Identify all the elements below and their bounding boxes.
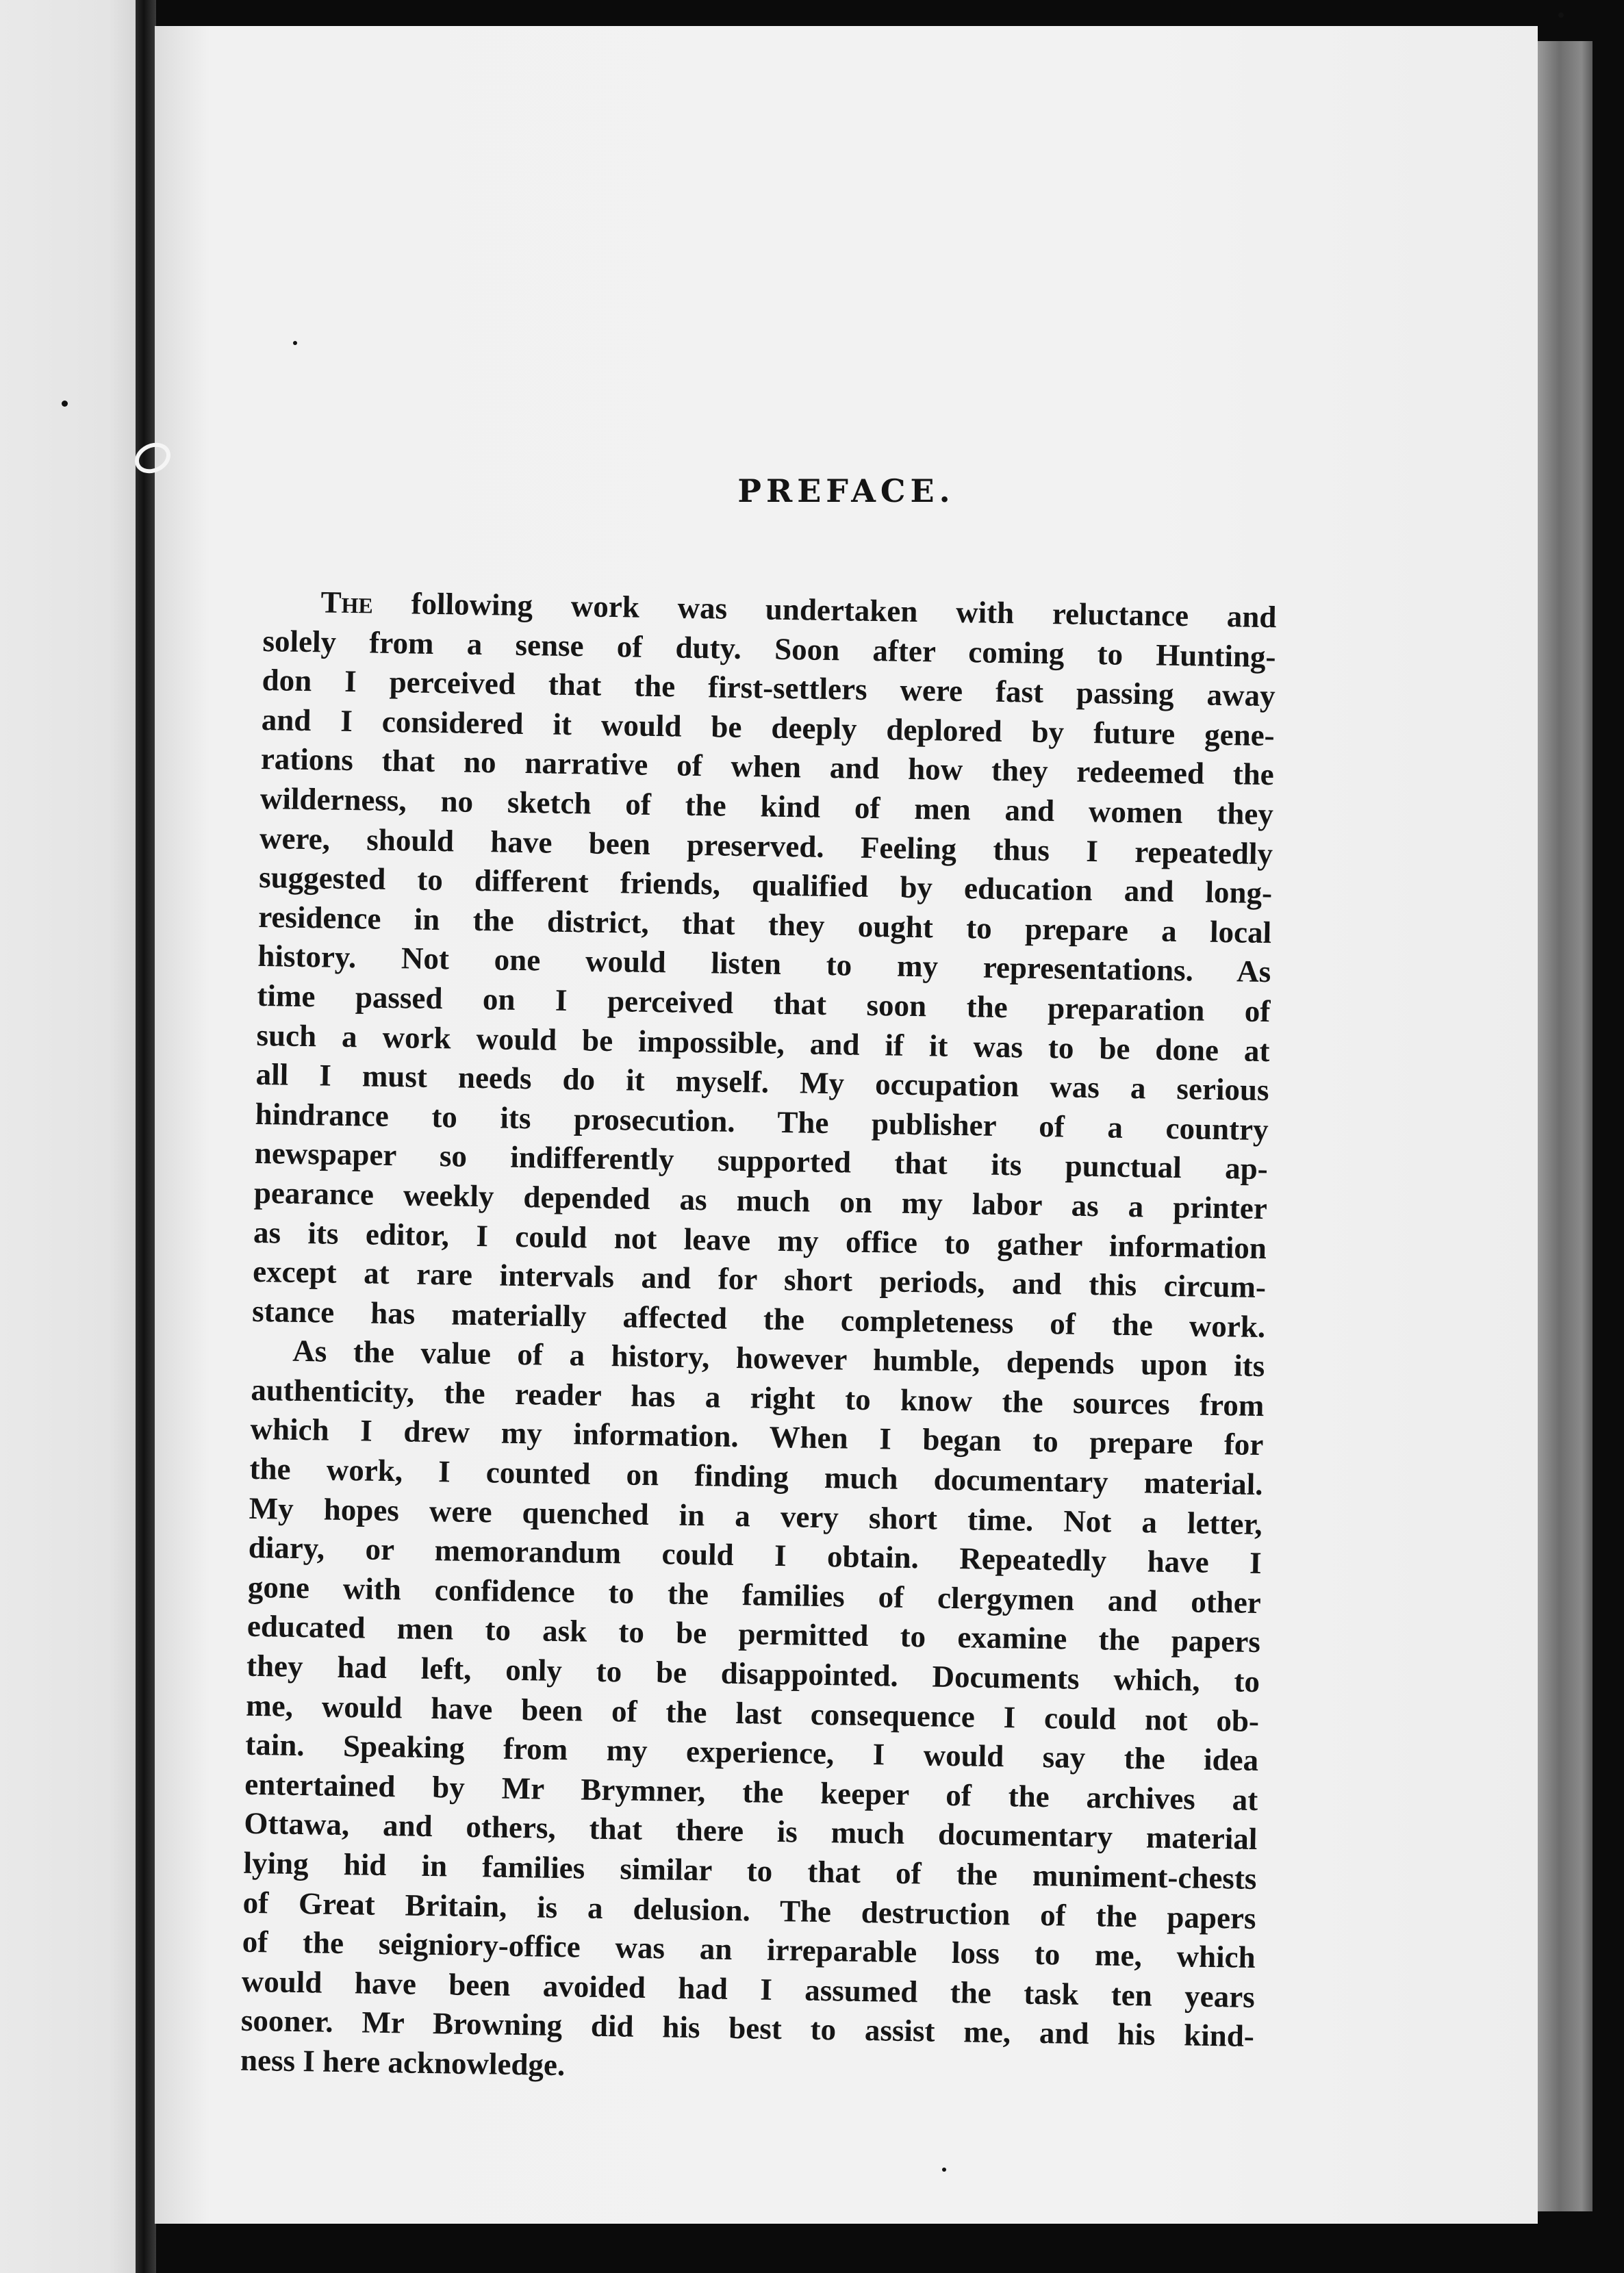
text-line: authenticity, the reader has a right to know the sources from [251, 1372, 1265, 1423]
scan-speck [942, 2168, 946, 2172]
text-line: were, should have been preserved. Feeling thus I repeatedly [259, 820, 1273, 871]
text-line: tain. Speaking from my experience, I would say the idea [244, 1727, 1259, 1778]
book-gutter [136, 0, 156, 2273]
text-line: stance has materially affected the completeness of the work. [251, 1293, 1266, 1344]
text-line: and I considered it would be deeply deplored by future gene- [261, 702, 1276, 753]
page-heading: PREFACE. [737, 472, 955, 509]
text-line: history. Not one would listen to my representations. As [257, 939, 1271, 989]
scan-speck [62, 401, 68, 407]
text-line: sooner. Mr Browning did his best to assist me, and his kind- [240, 2003, 1255, 2054]
preface-body [240, 582, 1277, 2096]
text-line: of the seigniory-office was an irreparable loss to me, which [242, 1924, 1256, 1975]
text-line: which I drew my information. When I began to prepare for [250, 1412, 1264, 1462]
text-line: pearance weekly depended as much on my labor as a printer [253, 1175, 1268, 1226]
text-line: time passed on I perceived that soon the preparation of [257, 978, 1271, 1029]
text-line: The following work was undertaken with reluctance and [320, 585, 1277, 635]
text-line: rations that no narrative of when and how they redeemed the [260, 741, 1275, 792]
text-line: me, would have been of the last consequence I could not ob- [245, 1688, 1260, 1738]
text-line: they had left, only to be disappointed. Documents which, to [246, 1648, 1260, 1699]
text-line: all I must needs do it myself. My occupation was a serious [255, 1057, 1269, 1108]
text-line: suggested to different friends, qualified by education and long- [258, 860, 1273, 911]
text-line: As the value of a history, however humble, depends upon its [292, 1334, 1265, 1384]
text-line: entertained by Mr Brymner, the keeper of the archives at [244, 1766, 1258, 1817]
text-line: lying hid in families similar to that of the muniment-chests [243, 1845, 1257, 1896]
scan-border-right [1593, 0, 1624, 2273]
text-line: don I perceived that the first-settlers were fast passing away [262, 663, 1276, 713]
text-line: gone with confidence to the families of clergymen and other [247, 1569, 1262, 1620]
scan-speck [1558, 12, 1564, 18]
text-line: wilderness, no sketch of the kind of men and women they [259, 780, 1274, 832]
text-line: newspaper so indifferently supported that its punctual ap- [254, 1136, 1269, 1186]
text-line: such a work would be impossible, and if it was to be done at [256, 1017, 1270, 1068]
text-line: educated men to ask to be permitted to examine the papers [246, 1609, 1261, 1660]
paragraph-lead-word: The [320, 585, 374, 620]
text-line: as its editor, I could not leave my office to gather information [253, 1215, 1267, 1265]
text-line: except at rare intervals and for short periods, and this circum- [252, 1254, 1267, 1305]
scan-speck [293, 341, 297, 345]
left-page-edge [0, 0, 136, 2273]
text-line: of Great Britain, is a delusion. The destruction of the papers [242, 1885, 1256, 1935]
text-line: diary, or memorandum could I obtain. Repeatedly have I [248, 1530, 1263, 1581]
text-line: ness I here acknowledge. [240, 2042, 566, 2083]
text-line: the work, I counted on finding much documentary material. [249, 1451, 1263, 1502]
page-stack-edge [1538, 41, 1593, 2211]
text-line: residence in the district, that they ought to prepare a local [257, 899, 1272, 950]
text-line: hindrance to its prosecution. The publisher of a country [255, 1096, 1269, 1147]
text-line: solely from a sense of duty. Soon after coming to Hunting- [262, 623, 1276, 674]
text-line: My hopes were quenched in a very short time. Not a letter, [249, 1490, 1263, 1541]
text-line: would have been avoided had I assumed the task ten years [241, 1964, 1256, 2014]
text-line: Ottawa, and others, that there is much documentary material [244, 1806, 1258, 1857]
